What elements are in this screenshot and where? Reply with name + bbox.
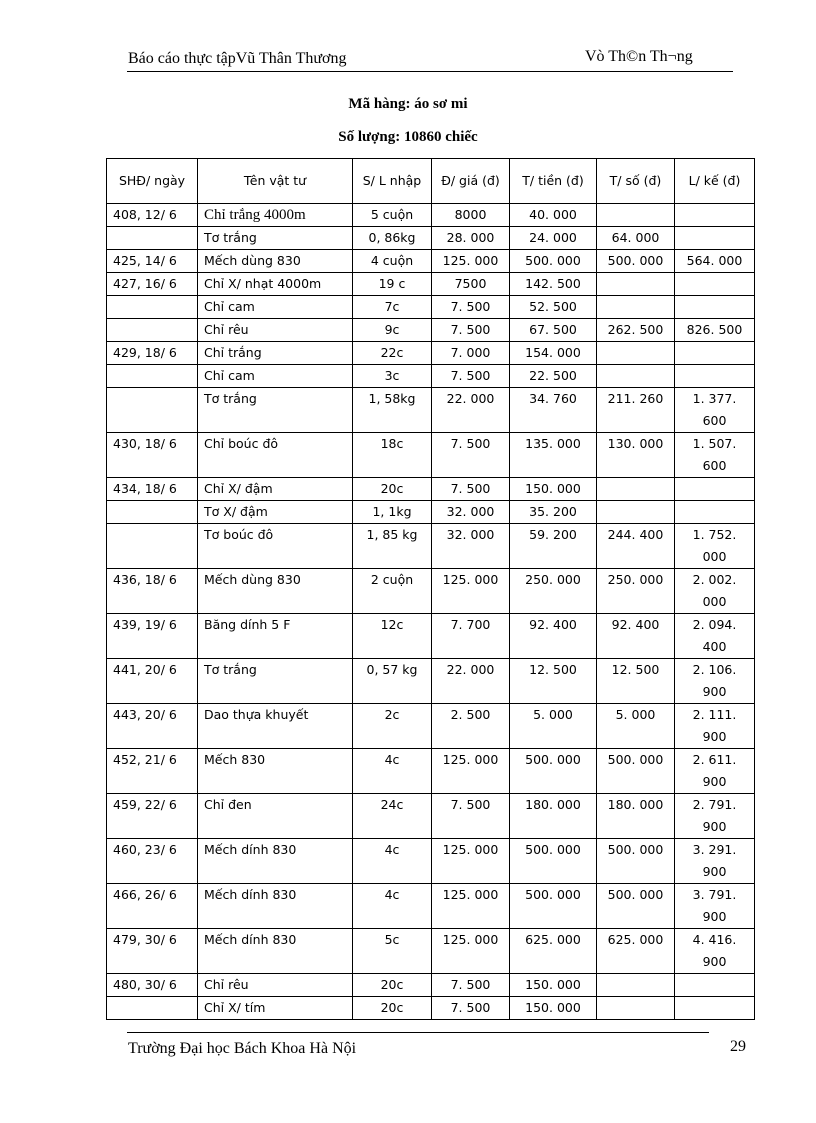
cell-material: Chỉ boúc đô — [198, 433, 353, 478]
cell-quantity: 19 c — [353, 273, 432, 296]
cell-invoice: 408, 12/ 6 — [107, 204, 198, 227]
table-row — [107, 296, 755, 319]
cell-material: Tơ trắng — [198, 659, 353, 704]
cell-amount: 142. 500 — [510, 273, 597, 296]
cell-subtotal: 500. 000 — [597, 749, 675, 794]
cell-amount: 150. 000 — [510, 478, 597, 501]
cell-cumulative: 4. 416. 900 — [675, 929, 755, 974]
cell-invoice — [107, 501, 198, 524]
table-row — [107, 433, 755, 478]
cell-amount: 67. 500 — [510, 319, 597, 342]
cell-material: Chỉ X/ tím — [198, 997, 353, 1020]
cell-subtotal: 500. 000 — [597, 884, 675, 929]
table-row — [107, 929, 755, 974]
table-row — [107, 250, 755, 273]
cell-amount: 625. 000 — [510, 929, 597, 974]
cell-unit-price: 7. 500 — [432, 319, 510, 342]
cell-unit-price: 125. 000 — [432, 250, 510, 273]
cell-amount: 35. 200 — [510, 501, 597, 524]
cell-quantity: 9c — [353, 319, 432, 342]
table-row — [107, 227, 755, 250]
cell-subtotal — [597, 974, 675, 997]
table-row — [107, 501, 755, 524]
cell-invoice: 452, 21/ 6 — [107, 749, 198, 794]
col-header-unit-price: Đ/ giá (đ) — [432, 159, 510, 204]
cell-amount: 5. 000 — [510, 704, 597, 749]
cell-subtotal: 5. 000 — [597, 704, 675, 749]
cell-material: Mếch dính 830 — [198, 839, 353, 884]
cell-material: Chỉ cam — [198, 296, 353, 319]
cell-subtotal — [597, 204, 675, 227]
cell-cumulative: 1. 377. 600 — [675, 388, 755, 433]
cell-material: Tơ X/ đậm — [198, 501, 353, 524]
cell-unit-price: 7. 700 — [432, 614, 510, 659]
cell-material: Mếch dùng 830 — [198, 250, 353, 273]
cell-quantity: 1, 1kg — [353, 501, 432, 524]
cell-subtotal: 64. 000 — [597, 227, 675, 250]
cell-quantity: 20c — [353, 974, 432, 997]
cell-unit-price: 125. 000 — [432, 839, 510, 884]
cell-unit-price: 7. 500 — [432, 974, 510, 997]
cell-material: Mếch dính 830 — [198, 929, 353, 974]
cell-quantity: 12c — [353, 614, 432, 659]
col-header-quantity: S/ L nhập — [353, 159, 432, 204]
cell-subtotal: 250. 000 — [597, 569, 675, 614]
cell-invoice: 429, 18/ 6 — [107, 342, 198, 365]
col-header-cumulative: L/ kế (đ) — [675, 159, 755, 204]
cell-amount: 150. 000 — [510, 974, 597, 997]
cell-quantity: 2 cuộn — [353, 569, 432, 614]
cell-quantity: 4c — [353, 749, 432, 794]
cell-subtotal: 130. 000 — [597, 433, 675, 478]
cell-invoice: 466, 26/ 6 — [107, 884, 198, 929]
cell-subtotal — [597, 997, 675, 1020]
cell-invoice: 430, 18/ 6 — [107, 433, 198, 478]
table-row — [107, 319, 755, 342]
cell-subtotal — [597, 273, 675, 296]
cell-invoice: 439, 19/ 6 — [107, 614, 198, 659]
cell-invoice — [107, 319, 198, 342]
cell-cumulative: 2. 111. 900 — [675, 704, 755, 749]
cell-quantity: 20c — [353, 478, 432, 501]
cell-material: Chỉ X/ nhạt 4000m — [198, 273, 353, 296]
table-row — [107, 204, 755, 227]
cell-quantity: 0, 57 kg — [353, 659, 432, 704]
cell-quantity: 4c — [353, 839, 432, 884]
cell-subtotal: 244. 400 — [597, 524, 675, 569]
col-header-material: Tên vật tư — [198, 159, 353, 204]
cell-amount: 59. 200 — [510, 524, 597, 569]
cell-invoice: 436, 18/ 6 — [107, 569, 198, 614]
cell-cumulative: 2. 094. 400 — [675, 614, 755, 659]
cell-amount: 154. 000 — [510, 342, 597, 365]
col-header-subtotal: T/ số (đ) — [597, 159, 675, 204]
cell-amount: 500. 000 — [510, 839, 597, 884]
cell-amount: 24. 000 — [510, 227, 597, 250]
header-rule — [127, 71, 733, 72]
cell-invoice: 480, 30/ 6 — [107, 974, 198, 997]
cell-cumulative — [675, 478, 755, 501]
cell-material: Dao thựa khuyết — [198, 704, 353, 749]
cell-cumulative: 3. 791. 900 — [675, 884, 755, 929]
quantity-title: Số lượng: 10860 chiếc — [338, 129, 478, 145]
cell-cumulative: 2. 611. 900 — [675, 749, 755, 794]
cell-cumulative: 2. 106. 900 — [675, 659, 755, 704]
cell-material: Chỉ trắng 4000m — [198, 204, 353, 227]
cell-cumulative: 3. 291. 900 — [675, 839, 755, 884]
cell-amount: 34. 760 — [510, 388, 597, 433]
cell-quantity: 4 cuộn — [353, 250, 432, 273]
table-row — [107, 273, 755, 296]
cell-invoice: 459, 22/ 6 — [107, 794, 198, 839]
cell-cumulative: 826. 500 — [675, 319, 755, 342]
cell-material: Chỉ cam — [198, 365, 353, 388]
cell-quantity: 5 cuộn — [353, 204, 432, 227]
cell-cumulative — [675, 997, 755, 1020]
cell-quantity: 18c — [353, 433, 432, 478]
cell-cumulative — [675, 974, 755, 997]
table-row — [107, 388, 755, 433]
cell-invoice: 427, 16/ 6 — [107, 273, 198, 296]
table-row — [107, 704, 755, 749]
cell-cumulative: 564. 000 — [675, 250, 755, 273]
cell-cumulative: 2. 791. 900 — [675, 794, 755, 839]
cell-unit-price: 7500 — [432, 273, 510, 296]
table-row — [107, 794, 755, 839]
cell-subtotal: 500. 000 — [597, 250, 675, 273]
page-number: 29 — [730, 1038, 746, 1055]
cell-invoice: 479, 30/ 6 — [107, 929, 198, 974]
cell-unit-price: 7. 500 — [432, 296, 510, 319]
materials-table — [106, 158, 755, 1020]
cell-cumulative — [675, 204, 755, 227]
cell-quantity: 7c — [353, 296, 432, 319]
cell-cumulative — [675, 227, 755, 250]
cell-quantity: 24c — [353, 794, 432, 839]
table-row — [107, 569, 755, 614]
cell-unit-price: 7. 500 — [432, 433, 510, 478]
table-row — [107, 749, 755, 794]
cell-invoice: 434, 18/ 6 — [107, 478, 198, 501]
cell-subtotal: 92. 400 — [597, 614, 675, 659]
col-header-amount: T/ tiền (đ) — [510, 159, 597, 204]
table-row — [107, 614, 755, 659]
cell-subtotal: 500. 000 — [597, 839, 675, 884]
table-row — [107, 974, 755, 997]
cell-material: Tơ trắng — [198, 388, 353, 433]
cell-amount: 40. 000 — [510, 204, 597, 227]
cell-amount: 250. 000 — [510, 569, 597, 614]
cell-amount: 22. 500 — [510, 365, 597, 388]
cell-unit-price: 125. 000 — [432, 569, 510, 614]
table-row — [107, 659, 755, 704]
cell-subtotal — [597, 478, 675, 501]
cell-cumulative: 1. 752. 000 — [675, 524, 755, 569]
cell-unit-price: 7. 500 — [432, 794, 510, 839]
table-row — [107, 839, 755, 884]
cell-cumulative — [675, 296, 755, 319]
cell-material: Băng dính 5 F — [198, 614, 353, 659]
cell-invoice — [107, 227, 198, 250]
cell-material: Chỉ rêu — [198, 974, 353, 997]
cell-quantity: 20c — [353, 997, 432, 1020]
cell-unit-price: 7. 500 — [432, 365, 510, 388]
cell-amount: 500. 000 — [510, 250, 597, 273]
cell-quantity: 22c — [353, 342, 432, 365]
cell-unit-price: 28. 000 — [432, 227, 510, 250]
table-row — [107, 478, 755, 501]
cell-subtotal: 625. 000 — [597, 929, 675, 974]
cell-quantity: 1, 85 kg — [353, 524, 432, 569]
header-right-text: Vò Th©n Th¬ng — [585, 48, 693, 65]
footer-university: Trường Đại học Bách Khoa Hà Nội — [128, 1040, 357, 1057]
cell-material: Mếch dùng 830 — [198, 569, 353, 614]
cell-cumulative — [675, 273, 755, 296]
cell-amount: 500. 000 — [510, 749, 597, 794]
cell-unit-price: 22. 000 — [432, 388, 510, 433]
cell-amount: 500. 000 — [510, 884, 597, 929]
cell-amount: 135. 000 — [510, 433, 597, 478]
cell-invoice: 425, 14/ 6 — [107, 250, 198, 273]
cell-subtotal: 180. 000 — [597, 794, 675, 839]
cell-invoice — [107, 365, 198, 388]
col-header-invoice: SHĐ/ ngày — [107, 159, 198, 204]
cell-unit-price: 32. 000 — [432, 501, 510, 524]
cell-cumulative: 1. 507. 600 — [675, 433, 755, 478]
cell-quantity: 0, 86kg — [353, 227, 432, 250]
table-row — [107, 884, 755, 929]
cell-amount: 12. 500 — [510, 659, 597, 704]
cell-amount: 150. 000 — [510, 997, 597, 1020]
cell-subtotal — [597, 296, 675, 319]
cell-amount: 180. 000 — [510, 794, 597, 839]
cell-cumulative: 2. 002. 000 — [675, 569, 755, 614]
cell-material: Mếch dính 830 — [198, 884, 353, 929]
cell-material: Chỉ đen — [198, 794, 353, 839]
cell-invoice: 441, 20/ 6 — [107, 659, 198, 704]
table-row — [107, 365, 755, 388]
cell-cumulative — [675, 501, 755, 524]
cell-quantity: 1, 58kg — [353, 388, 432, 433]
cell-material: Chỉ X/ đậm — [198, 478, 353, 501]
cell-invoice — [107, 997, 198, 1020]
cell-invoice — [107, 388, 198, 433]
cell-unit-price: 32. 000 — [432, 524, 510, 569]
cell-unit-price: 7. 500 — [432, 478, 510, 501]
cell-quantity: 2c — [353, 704, 432, 749]
cell-unit-price: 8000 — [432, 204, 510, 227]
cell-cumulative — [675, 342, 755, 365]
cell-material: Tơ boúc đô — [198, 524, 353, 569]
cell-amount: 52. 500 — [510, 296, 597, 319]
cell-subtotal: 12. 500 — [597, 659, 675, 704]
cell-invoice — [107, 524, 198, 569]
cell-invoice: 443, 20/ 6 — [107, 704, 198, 749]
cell-invoice — [107, 296, 198, 319]
cell-quantity: 4c — [353, 884, 432, 929]
cell-material: Chỉ rêu — [198, 319, 353, 342]
cell-amount: 92. 400 — [510, 614, 597, 659]
table-row — [107, 342, 755, 365]
cell-unit-price: 2. 500 — [432, 704, 510, 749]
table-header-row — [107, 159, 755, 204]
cell-unit-price: 125. 000 — [432, 884, 510, 929]
cell-subtotal: 262. 500 — [597, 319, 675, 342]
footer-rule — [127, 1032, 709, 1033]
cell-unit-price: 7. 500 — [432, 997, 510, 1020]
table-row — [107, 524, 755, 569]
cell-unit-price: 7. 000 — [432, 342, 510, 365]
cell-unit-price: 125. 000 — [432, 749, 510, 794]
cell-material: Chỉ trắng — [198, 342, 353, 365]
cell-quantity: 5c — [353, 929, 432, 974]
cell-material: Tơ trắng — [198, 227, 353, 250]
cell-invoice: 460, 23/ 6 — [107, 839, 198, 884]
cell-subtotal — [597, 342, 675, 365]
cell-unit-price: 125. 000 — [432, 929, 510, 974]
cell-material: Mếch 830 — [198, 749, 353, 794]
cell-subtotal — [597, 365, 675, 388]
cell-subtotal — [597, 501, 675, 524]
table-row — [107, 997, 755, 1020]
cell-cumulative — [675, 365, 755, 388]
header-left-text: Báo cáo thực tậpVũ Thân Thương — [128, 50, 347, 67]
cell-quantity: 3c — [353, 365, 432, 388]
cell-unit-price: 22. 000 — [432, 659, 510, 704]
product-title: Mã hàng: áo sơ mi — [348, 96, 468, 112]
cell-subtotal: 211. 260 — [597, 388, 675, 433]
